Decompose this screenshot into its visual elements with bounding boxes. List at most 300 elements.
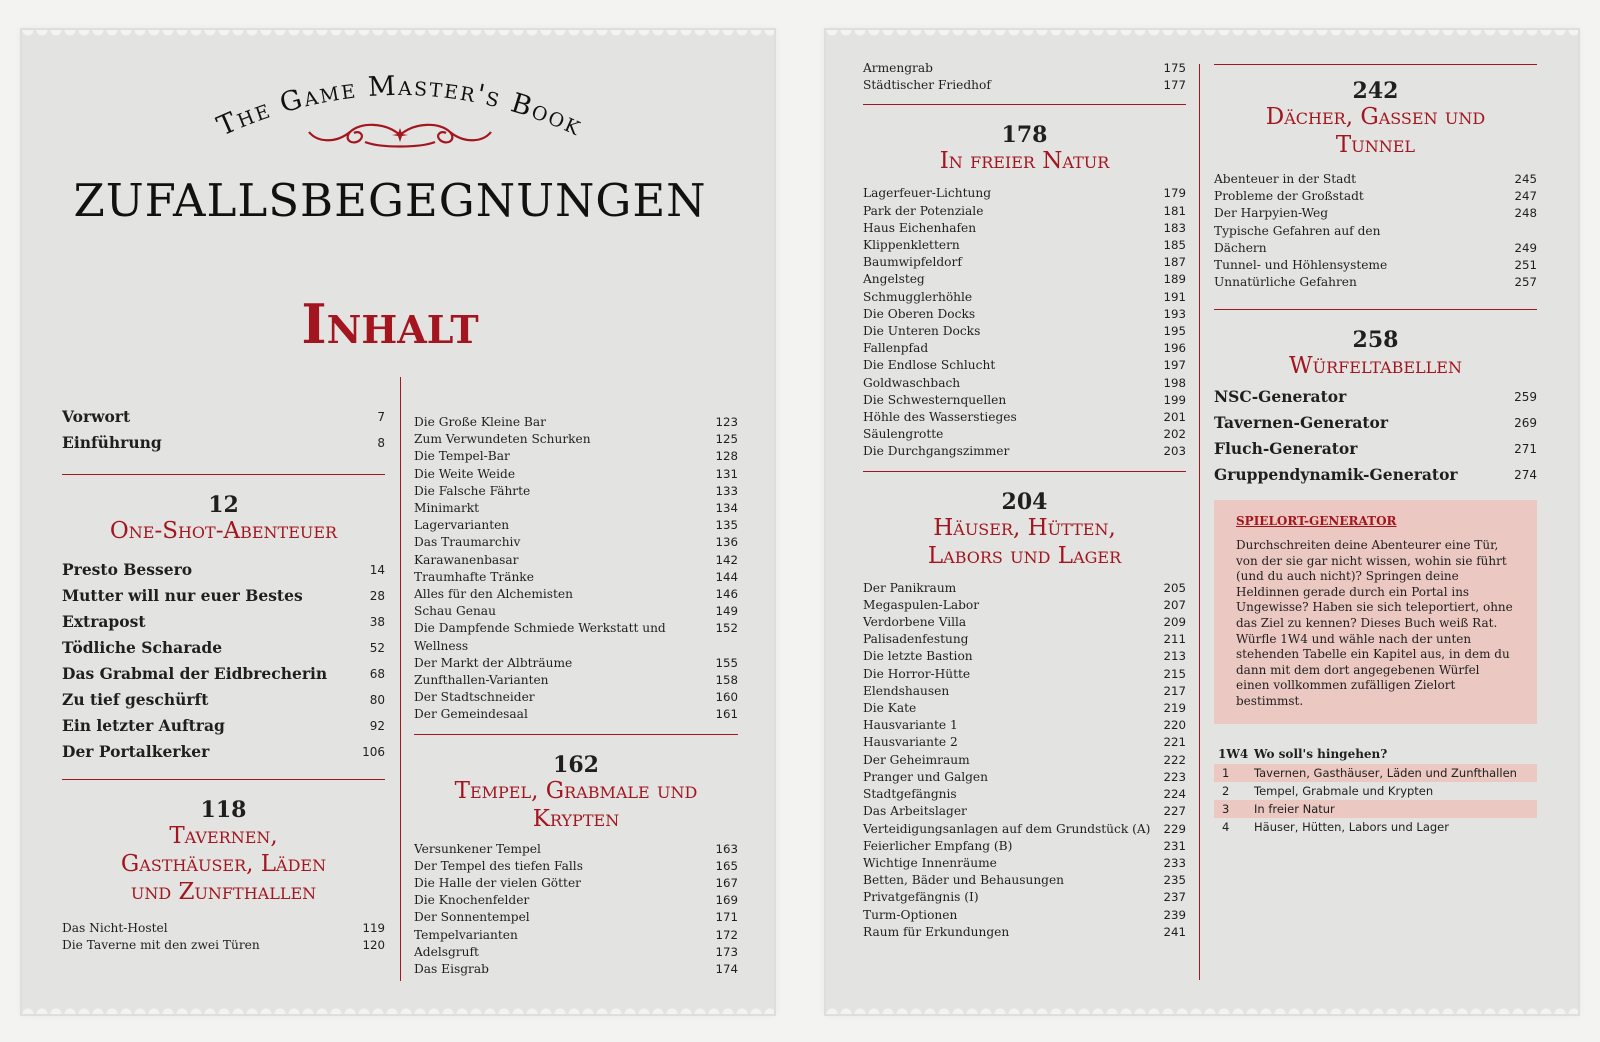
toc-entry-page: 28 — [369, 589, 385, 603]
toc-entry[interactable] — [863, 323, 1186, 340]
toc-entry-title: Minimarkt — [414, 501, 480, 516]
toc-entry-page: 269 — [1514, 416, 1537, 431]
toc-entry[interactable] — [414, 517, 738, 534]
toc-entry[interactable] — [863, 683, 1186, 700]
toc-entry-title: Dächern — [1214, 240, 1267, 255]
toc-entry-page: 189 — [1163, 272, 1186, 287]
toc-entry-page: 128 — [715, 449, 738, 464]
section-title: In freier Natur — [939, 148, 1110, 175]
toc-entry[interactable] — [863, 872, 1186, 889]
toc-entry-title: Baumwipfeldorf — [863, 255, 962, 270]
torn-edge-top — [22, 30, 774, 38]
toc-entry-title: Karawanenbasar — [414, 552, 519, 567]
toc-entry-title: Schmugglerhöhle — [863, 289, 973, 304]
toc-entry[interactable] — [62, 557, 385, 583]
section-divider — [62, 779, 385, 780]
toc-entry-title: Zunfthallen-Varianten — [414, 673, 549, 688]
section-page-number: 204 — [1001, 488, 1048, 515]
toc-entry[interactable] — [1214, 384, 1537, 410]
toc-entry[interactable] — [414, 569, 738, 586]
book-series-title — [130, 40, 670, 180]
section-title: Häuser, Hütten, Labors und Lager — [927, 514, 1122, 569]
toc-entry[interactable] — [414, 875, 738, 892]
toc-entry-page: 38 — [369, 615, 385, 629]
toc-entry-page: 149 — [715, 604, 738, 619]
toc-entry[interactable] — [863, 580, 1186, 597]
spielort-generator-title[interactable]: SPIELORT-GENERATOR — [1236, 514, 1397, 529]
toc-entry-page: 202 — [1163, 427, 1186, 442]
toc-entry-title: Tunnel- und Höhlensysteme — [1214, 258, 1388, 273]
toc-entry-page: 161 — [715, 707, 738, 722]
toc-entry-page: 241 — [1163, 924, 1186, 939]
section-entries — [414, 414, 738, 724]
w4-table-row — [1214, 764, 1537, 782]
toc-entry-title: Unnatürliche Gefahren — [1214, 275, 1357, 290]
toc-entry-title: Ein letzter Auftrag — [62, 716, 225, 735]
toc-entry[interactable] — [863, 734, 1186, 751]
toc-entry-title: Die Horror-Hütte — [863, 666, 971, 681]
toc-entry-page: 165 — [715, 858, 738, 873]
toc-entry-page: 181 — [1163, 203, 1186, 218]
toc-entry[interactable] — [863, 648, 1186, 665]
toc-entry[interactable] — [863, 237, 1186, 254]
main-title: ZUFALLSBEGEGNUNGEN — [73, 174, 707, 227]
toc-entry-title: Hausvariante 1 — [863, 718, 958, 733]
toc-entry-page: 120 — [362, 938, 385, 953]
toc-entry-title: Der Geheimraum — [863, 752, 970, 767]
right-column-2 — [1214, 64, 1537, 836]
toc-entry[interactable] — [863, 855, 1186, 872]
section-page-number: 178 — [1001, 122, 1048, 149]
toc-entry-title: Säulengrotte — [863, 427, 944, 442]
toc-entry[interactable] — [414, 841, 738, 858]
toc-entry[interactable]: Einführung 8 — [62, 433, 385, 452]
section-divider — [62, 474, 385, 475]
toc-entry[interactable] — [863, 306, 1186, 323]
toc-entry-page: 219 — [1163, 701, 1186, 716]
toc-entry[interactable] — [1214, 188, 1537, 205]
toc-entry-page: 133 — [715, 483, 738, 498]
toc-entry[interactable] — [1214, 462, 1537, 488]
toc-entry-title: Die Halle der vielen Götter — [414, 876, 581, 891]
toc-entry[interactable] — [414, 603, 738, 620]
section-entries — [62, 557, 385, 765]
toc-entry[interactable] — [863, 220, 1186, 237]
toc-entry[interactable] — [863, 185, 1186, 202]
section-divider — [1214, 309, 1537, 310]
toc-entry[interactable] — [1214, 257, 1537, 274]
w4-destination: Tempel, Grabmale und Krypten — [1254, 783, 1434, 798]
toc-entry-page: 201 — [1163, 410, 1186, 425]
toc-entry-title: Raum für Erkundungen — [863, 924, 1010, 939]
section-page-number: 258 — [1352, 327, 1399, 354]
toc-entry-page: 274 — [1514, 468, 1537, 483]
section-entries — [62, 920, 385, 954]
toc-entry-page: 106 — [362, 745, 385, 759]
section-entries — [863, 185, 1186, 460]
toc-entry[interactable] — [863, 666, 1186, 683]
toc-entry-title: Der Panikraum — [863, 580, 957, 595]
toc-entry-title: Traumhafte Tränke — [414, 569, 534, 584]
toc-entry-title: Tavernen-Generator — [1214, 413, 1389, 433]
toc-entry-title: Die Dampfende Schmiede Werkstatt und Wellness — [414, 621, 666, 653]
toc-entry-page: 158 — [715, 673, 738, 688]
toc-entry-page: 134 — [715, 501, 738, 516]
toc-entry-page: 231 — [1163, 838, 1186, 853]
toc-entry-page: 195 — [1163, 324, 1186, 339]
toc-entry-page: 80 — [369, 693, 385, 707]
toc-entry-title: Angelsteg — [863, 272, 925, 287]
toc-entry-page: 223 — [1163, 769, 1186, 784]
toc-entry[interactable] — [62, 713, 385, 739]
toc-entry-title: Die Weite Weide — [414, 466, 516, 481]
toc-entry[interactable] — [863, 254, 1186, 271]
toc-entry-page: 119 — [362, 921, 385, 935]
toc-entry-page: 221 — [1163, 735, 1186, 750]
toc-entry-page: 144 — [715, 569, 738, 584]
toc-entry-title: Fallenpfad — [863, 341, 929, 356]
toc-entry-title: Das Nicht-Hostel — [62, 921, 168, 935]
toc-entry-title: Der Markt der Albträume — [414, 655, 573, 670]
section-divider — [863, 471, 1186, 472]
toc-entry[interactable] — [62, 687, 385, 713]
toc-entry-page: 217 — [1163, 683, 1186, 698]
toc-entry[interactable] — [414, 706, 738, 723]
section-entries — [863, 580, 1186, 941]
toc-entry[interactable] — [1214, 274, 1537, 291]
toc-entry[interactable] — [863, 907, 1186, 924]
section-page-number: 162 — [553, 751, 599, 778]
toc-entry-title: Privatgefängnis (I) — [863, 890, 979, 905]
toc-entry-title: Der Gemeindesaal — [414, 707, 528, 722]
toc-entry[interactable] — [863, 614, 1186, 631]
toc-entry-page: 222 — [1163, 752, 1186, 767]
toc-entry-title: Zu tief geschürft — [62, 690, 209, 709]
toc-entry-title: Probleme der Großstadt — [1214, 189, 1364, 204]
section-entries — [1214, 171, 1537, 291]
toc-entry-page: 167 — [715, 876, 738, 891]
toc-entry[interactable] — [863, 426, 1186, 443]
toc-entry-title: Palisadenfestung — [863, 632, 969, 647]
toc-entry[interactable] — [863, 340, 1186, 357]
toc-entry-title: Die Knochenfelder — [414, 893, 530, 908]
toc-entry-title: Versunkener Tempel — [414, 841, 541, 856]
section-divider — [863, 104, 1186, 105]
toc-entry-title: Die letzte Bastion — [863, 649, 973, 664]
toc-entry-page: 155 — [715, 655, 738, 670]
toc-entry-title: Goldwaschbach — [863, 375, 961, 390]
torn-edge-bottom — [826, 1006, 1578, 1014]
toc-entry[interactable] — [863, 717, 1186, 734]
w4-table-row — [1214, 800, 1537, 818]
torn-edge-top — [826, 30, 1578, 38]
arc-title-text: The Game Master's Book — [212, 70, 588, 143]
toc-entry-title: Der Stadtschneider — [414, 690, 535, 705]
toc-entry-title: Tödliche Scharade — [62, 638, 223, 657]
toc-entry[interactable] — [1214, 240, 1537, 257]
toc-entry[interactable] — [863, 443, 1186, 460]
spielort-generator-box — [1214, 500, 1537, 723]
toc-entry-title: Die Taverne mit den zwei Türen — [62, 938, 260, 953]
toc-entry-title: Zum Verwundeten Schurken — [414, 432, 591, 447]
toc-entry-page: 179 — [1163, 186, 1186, 201]
toc-entry-page: 135 — [715, 518, 738, 533]
toc-entry[interactable] — [863, 752, 1186, 769]
toc-entry[interactable] — [863, 769, 1186, 786]
section-title: Würfeltabellen — [1289, 353, 1462, 380]
toc-entry-page: 146 — [715, 587, 738, 602]
toc-entry[interactable] — [863, 889, 1186, 906]
toc-entry-page: 251 — [1514, 258, 1537, 273]
toc-entry-page: 177 — [1163, 78, 1186, 93]
toc-entry[interactable] — [414, 620, 738, 654]
toc-entry-page: 247 — [1514, 189, 1537, 204]
toc-entry-title: Die Unteren Docks — [863, 324, 981, 339]
toc-entry-page: 209 — [1163, 615, 1186, 630]
toc-entry-title: Abenteuer in der Stadt — [1214, 172, 1357, 186]
toc-entry-title: Klippenklettern — [863, 238, 960, 253]
toc-entry-page: 205 — [1163, 580, 1186, 595]
section-divider — [1214, 64, 1537, 65]
toc-entry-page: 173 — [715, 944, 738, 959]
section-title: Dächer, Gassen und Tunnel — [1265, 104, 1486, 158]
toc-entry-title: Der Harpyien-Weg — [1214, 206, 1329, 221]
toc-entry-page: 249 — [1514, 240, 1537, 255]
section-entries — [414, 841, 738, 979]
toc-entry[interactable] — [414, 909, 738, 926]
toc-entry-title: Der Portalkerker — [62, 742, 210, 761]
toc-entry[interactable] — [863, 597, 1186, 614]
toc-entry[interactable] — [414, 431, 738, 448]
toc-entry[interactable] — [1214, 436, 1537, 462]
toc-entry[interactable] — [414, 944, 738, 961]
toc-entry-title: Schau Genau — [414, 604, 496, 619]
toc-entry[interactable] — [414, 655, 738, 672]
toc-entry-page: 213 — [1163, 649, 1186, 664]
w4-destination: Häuser, Hütten, Labors und Lager — [1254, 819, 1449, 834]
toc-entry-page: 172 — [715, 927, 738, 942]
toc-entry-title: Der Sonnentempel — [414, 910, 530, 925]
toc-entry[interactable] — [62, 739, 385, 765]
toc-entry[interactable] — [863, 357, 1186, 374]
toc-entry-page: 227 — [1163, 804, 1186, 819]
toc-entry-title: Das Grabmal der Eidbrecherin — [62, 664, 328, 683]
toc-entry-title: Das Traumarchiv — [414, 535, 521, 550]
toc-entry-title: Die Falsche Fährte — [414, 483, 531, 498]
toc-entry-page: 14 — [369, 563, 385, 577]
ornament-flourish-icon — [305, 118, 495, 152]
w4-roll: 4 — [1222, 819, 1230, 834]
toc-entry-title: Haus Eichenhafen — [863, 220, 977, 235]
toc-entry-title: Die Durchgangszimmer — [863, 444, 1010, 459]
toc-entry[interactable] — [1214, 223, 1537, 240]
toc-entry-title: Fluch-Generator — [1214, 439, 1358, 459]
toc-entry-page: 229 — [1163, 821, 1186, 836]
toc-entry[interactable] — [62, 920, 385, 937]
w4-destination: Tavernen, Gasthäuser, Läden und Zunfthallen — [1254, 765, 1517, 780]
section-page-number: 242 — [1352, 78, 1399, 104]
toc-entry-title: Stadtgefängnis — [863, 787, 957, 802]
toc-entry[interactable] — [863, 289, 1186, 306]
toc-entry-page: 245 — [1514, 172, 1537, 186]
toc-entry-page: 224 — [1163, 787, 1186, 802]
toc-entry-title: Mutter will nur euer Bestes — [62, 586, 303, 605]
toc-entry-title: Feierlicher Empfang (B) — [863, 838, 1013, 853]
toc-entry[interactable] — [62, 609, 385, 635]
toc-entry[interactable] — [863, 60, 1186, 77]
toc-entry-page: 163 — [715, 841, 738, 856]
toc-entry-title: Typische Gefahren auf den — [1214, 223, 1381, 238]
toc-entry-page: 185 — [1163, 238, 1186, 253]
toc-entry-title: Presto Bessero — [62, 560, 193, 579]
toc-entry[interactable] — [863, 77, 1186, 94]
toc-entry[interactable] — [414, 961, 738, 978]
toc-entry[interactable] — [62, 635, 385, 661]
toc-entry-title: Betten, Bäder und Behausungen — [863, 873, 1065, 888]
section-page-number: 12 — [208, 492, 239, 518]
toc-entry-page: 169 — [715, 893, 738, 908]
toc-entry[interactable] — [414, 927, 738, 944]
toc-entry[interactable] — [863, 271, 1186, 288]
toc-entry-page: 193 — [1163, 306, 1186, 321]
w4-roll: 2 — [1222, 783, 1230, 798]
toc-entry-page: 239 — [1163, 907, 1186, 922]
toc-entry[interactable] — [863, 803, 1186, 820]
toc-entry-page: 152 — [715, 621, 738, 636]
toc-entry-page: 142 — [715, 552, 738, 567]
toc-entry[interactable] — [62, 937, 385, 954]
toc-entry-page: 92 — [369, 719, 385, 733]
toc-entry[interactable] — [414, 892, 738, 909]
toc-entry-page: 52 — [369, 641, 385, 655]
toc-entry-page: 257 — [1514, 275, 1537, 290]
toc-entry-page: 131 — [715, 466, 738, 481]
toc-entry[interactable] — [863, 821, 1186, 838]
toc-entry-page: 198 — [1163, 375, 1186, 390]
toc-entry-title: Die Schwesternquellen — [863, 392, 1007, 407]
toc-entry-title: Extrapost — [62, 612, 146, 631]
toc-entry-title: Gruppendynamik-Generator — [1214, 465, 1458, 485]
toc-entry-page: 271 — [1514, 442, 1537, 457]
w4-roll: 3 — [1222, 801, 1230, 816]
toc-entry[interactable] — [863, 838, 1186, 855]
toc-entry-title: Die Endlose Schlucht — [863, 358, 996, 373]
toc-entry-title: Megaspulen-Labor — [863, 597, 980, 612]
toc-entry[interactable] — [414, 858, 738, 875]
toc-entry-title: Tempelvarianten — [414, 927, 518, 942]
toc-entry-page: 171 — [715, 910, 738, 925]
toc-entry-page: 187 — [1163, 255, 1186, 270]
toc-entry-page: 235 — [1163, 873, 1186, 888]
right-column-1 — [863, 60, 1186, 941]
toc-entry[interactable] — [414, 448, 738, 465]
toc-entry-page: 237 — [1163, 890, 1186, 905]
section-page-number: 118 — [200, 797, 247, 823]
toc-entry-title: Park der Potenziale — [863, 203, 984, 218]
w4-table-header: 1W4 Wo soll's hingehen? — [1218, 746, 1388, 761]
toc-entry[interactable] — [414, 466, 738, 483]
toc-entry-page: 174 — [715, 962, 738, 977]
toc-entry[interactable] — [863, 409, 1186, 426]
toc-entry[interactable] — [414, 586, 738, 603]
toc-entry[interactable] — [414, 483, 738, 500]
toc-entry-title: Städtischer Friedhof — [863, 78, 991, 93]
toc-entry-title: Der Tempel des tiefen Falls — [414, 858, 583, 873]
toc-entry-title: Wichtige Innenräume — [863, 855, 997, 870]
toc-entry[interactable] — [863, 700, 1186, 717]
toc-entry[interactable]: Vorwort 7 — [62, 407, 385, 426]
toc-entry-title: Adelsgruft — [414, 944, 479, 959]
toc-entry[interactable] — [863, 924, 1186, 941]
column-rule — [1199, 64, 1200, 980]
spielort-generator-text: Durchschreiten deine Abenteurer eine Tür, von der sie gar nicht wissen, wohin sie führt (und du auch nicht)? Springen deine Heldinnen gerade durch ein Portal ins Ungewisse? Haben sie sich teleportiert, ohne das Ziel zu kennen? Dieses Buch weiß Rat. Würfle 1W4 und wähle nach der unten stehenden Tabelle ein Kapitel aus, in dem du dann mit dem dort angegebenen Würfel einen vollkommen zufälligen Zielort bestimmst. — [1236, 538, 1513, 708]
toc-entry[interactable] — [414, 500, 738, 517]
toc-entry-page: 183 — [1163, 220, 1186, 235]
w4-table — [1214, 744, 1537, 836]
toc-entry-page: 175 — [1163, 61, 1186, 75]
toc-entry-title: Die Oberen Docks — [863, 306, 976, 321]
section-divider — [414, 734, 738, 735]
toc-entry-title: NSC-Generator — [1214, 387, 1347, 407]
w4-destination: In freier Natur — [1254, 801, 1335, 816]
section-title: Tavernen, Gasthäuser, Läden und Zunfthallen — [120, 823, 327, 905]
toc-entry-page: 215 — [1163, 666, 1186, 681]
toc-entry-page: 160 — [715, 690, 738, 705]
toc-entry[interactable] — [62, 661, 385, 687]
toc-entry[interactable] — [863, 631, 1186, 648]
section-entries — [1214, 384, 1537, 488]
toc-entry[interactable] — [414, 414, 738, 431]
w4-table-row — [1214, 782, 1537, 800]
toc-entry-title: Das Arbeitslager — [863, 804, 967, 819]
toc-entry[interactable] — [414, 534, 738, 551]
toc-entry-title: Elendshausen — [863, 683, 950, 698]
toc-entry[interactable] — [863, 786, 1186, 803]
toc-entry-page: 125 — [715, 432, 738, 447]
toc-entry-title: Die Große Kleine Bar — [414, 415, 546, 429]
toc-entry-title: Lagervarianten — [414, 518, 510, 533]
toc-entry-title: Verteidigungsanlagen auf dem Grundstück (A) — [863, 821, 1151, 836]
toc-entry[interactable] — [863, 392, 1186, 409]
toc-entry[interactable] — [414, 689, 738, 706]
toc-entry-title: Armengrab — [863, 61, 933, 75]
toc-entry-page: 207 — [1163, 597, 1186, 612]
toc-entry-title: Höhle des Wasserstieges — [863, 410, 1017, 425]
toc-entry-page: 248 — [1514, 206, 1537, 221]
left-column-2 — [414, 414, 738, 978]
toc-entry[interactable] — [863, 203, 1186, 220]
toc-entry-page: 233 — [1163, 855, 1186, 870]
section-title: Tempel, Grabmale und Krypten — [454, 777, 698, 832]
toc-entry-title: Das Eisgrab — [414, 962, 489, 977]
toc-entry[interactable] — [62, 583, 385, 609]
toc-entry[interactable] — [414, 552, 738, 569]
toc-entry-title: Die Kate — [863, 701, 917, 716]
toc-entry[interactable] — [1214, 410, 1537, 436]
toc-entry-title: Pranger und Galgen — [863, 769, 988, 784]
contents-heading: Inhalt — [301, 292, 479, 356]
toc-entry-page: 196 — [1163, 341, 1186, 356]
toc-entry[interactable] — [1214, 171, 1537, 188]
w4-table-row — [1214, 818, 1537, 836]
torn-edge-bottom — [22, 1006, 774, 1014]
toc-entry-page: 123 — [715, 415, 738, 429]
toc-entry[interactable] — [1214, 205, 1537, 222]
toc-entry[interactable] — [863, 375, 1186, 392]
column-rule — [400, 377, 401, 981]
toc-entry[interactable] — [414, 672, 738, 689]
section-entries — [863, 60, 1186, 94]
